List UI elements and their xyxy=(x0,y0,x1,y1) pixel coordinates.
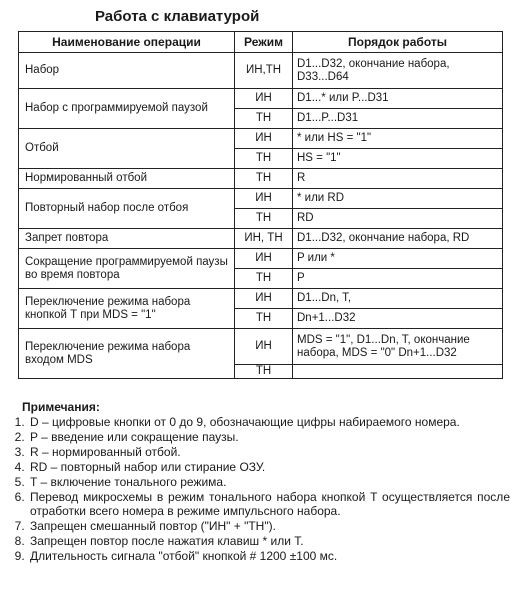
operation-procedure: P или * xyxy=(293,249,503,269)
table-row xyxy=(19,329,503,365)
operation-procedure: MDS = "1", D1...Dn, T, окончание набора, MDS = "0" Dn+1...D32 xyxy=(293,329,503,365)
note-item: 5. T – включение тонального режима. xyxy=(28,475,510,489)
operation-procedure: D1...Dn, T, xyxy=(293,289,503,309)
operation-name: Переключение режима набора входом MDS xyxy=(19,329,235,379)
table-row xyxy=(19,169,503,189)
operation-mode: ИН xyxy=(235,249,293,269)
table-row xyxy=(19,249,503,269)
table-row xyxy=(19,289,503,309)
operation-mode: ТН xyxy=(235,109,293,129)
operations-table xyxy=(18,31,503,379)
operation-mode: ТН xyxy=(235,269,293,289)
table-row xyxy=(19,53,503,89)
note-item: 3. R – нормированный отбой. xyxy=(28,445,510,459)
operation-mode: ИН xyxy=(235,189,293,209)
operation-procedure: R xyxy=(293,169,503,189)
operation-mode: ИН, ТН xyxy=(235,229,293,249)
operation-mode: ИН xyxy=(235,89,293,109)
operation-name: Сокращение программируемой паузы во время повтора xyxy=(19,249,235,289)
operation-mode: ИН xyxy=(235,129,293,149)
header-mode: Режим xyxy=(235,32,293,53)
notes-section xyxy=(14,400,510,564)
note-item: 9. Длительность сигнала "отбой" кнопкой # 1200 ±100 мс. xyxy=(28,549,510,563)
operation-procedure: P xyxy=(293,269,503,289)
operation-procedure: D1...P...D31 xyxy=(293,109,503,129)
operation-procedure: D1...* или P...D31 xyxy=(293,89,503,109)
operation-mode: ТН xyxy=(235,149,293,169)
header-operation: Наименование операции xyxy=(19,32,235,53)
operation-mode: ТН xyxy=(235,169,293,189)
note-item: 4. RD – повторный набор или стирание ОЗУ. xyxy=(28,460,510,474)
note-item: 2. P – введение или сокращение паузы. xyxy=(28,430,510,444)
operation-mode: ИН,ТН xyxy=(235,53,293,89)
operation-procedure: RD xyxy=(293,209,503,229)
operation-name: Повторный набор после отбоя xyxy=(19,189,235,229)
operation-procedure xyxy=(293,365,503,379)
table-header-row xyxy=(19,32,503,53)
operation-procedure: D1...D32, окончание набора, RD xyxy=(293,229,503,249)
operation-procedure: HS = "1" xyxy=(293,149,503,169)
header-procedure: Порядок работы xyxy=(293,32,503,53)
table-row xyxy=(19,89,503,109)
operation-name: Набор xyxy=(19,53,235,89)
operation-name: Нормированный отбой xyxy=(19,169,235,189)
operation-mode: ТН xyxy=(235,209,293,229)
note-item: 1. D – цифровые кнопки от 0 до 9, обозначающие цифры набираемого номера. xyxy=(28,415,510,429)
table-row xyxy=(19,129,503,149)
operation-name: Переключение режима набора кнопкой T при MDS = "1" xyxy=(19,289,235,329)
operation-procedure: D1...D32, окончание набора, D33...D64 xyxy=(293,53,503,89)
operation-name: Запрет повтора xyxy=(19,229,235,249)
note-item: 6. Перевод микросхемы в режим тонального набора кнопкой T осуществляется после отработки всего номера в режиме импульсного набора. xyxy=(28,490,510,518)
operation-procedure: * или HS = "1" xyxy=(293,129,503,149)
page-title: Работа с клавиатурой xyxy=(95,8,260,25)
table-row xyxy=(19,189,503,209)
operation-name: Набор с программируемой паузой xyxy=(19,89,235,129)
operation-mode: ТН xyxy=(235,309,293,329)
operation-mode: ИН xyxy=(235,289,293,309)
operation-mode: ТН xyxy=(235,365,293,379)
table-row xyxy=(19,229,503,249)
operation-procedure: Dn+1...D32 xyxy=(293,309,503,329)
operation-mode: ИН xyxy=(235,329,293,365)
note-item: 7. Запрещен смешанный повтор ("ИН" + "ТН"). xyxy=(28,519,510,533)
notes-list xyxy=(14,415,510,563)
notes-heading: Примечания: xyxy=(22,400,100,414)
operation-procedure: * или RD xyxy=(293,189,503,209)
operation-name: Отбой xyxy=(19,129,235,169)
note-item: 8. Запрещен повтор после нажатия клавиш * или T. xyxy=(28,534,510,548)
